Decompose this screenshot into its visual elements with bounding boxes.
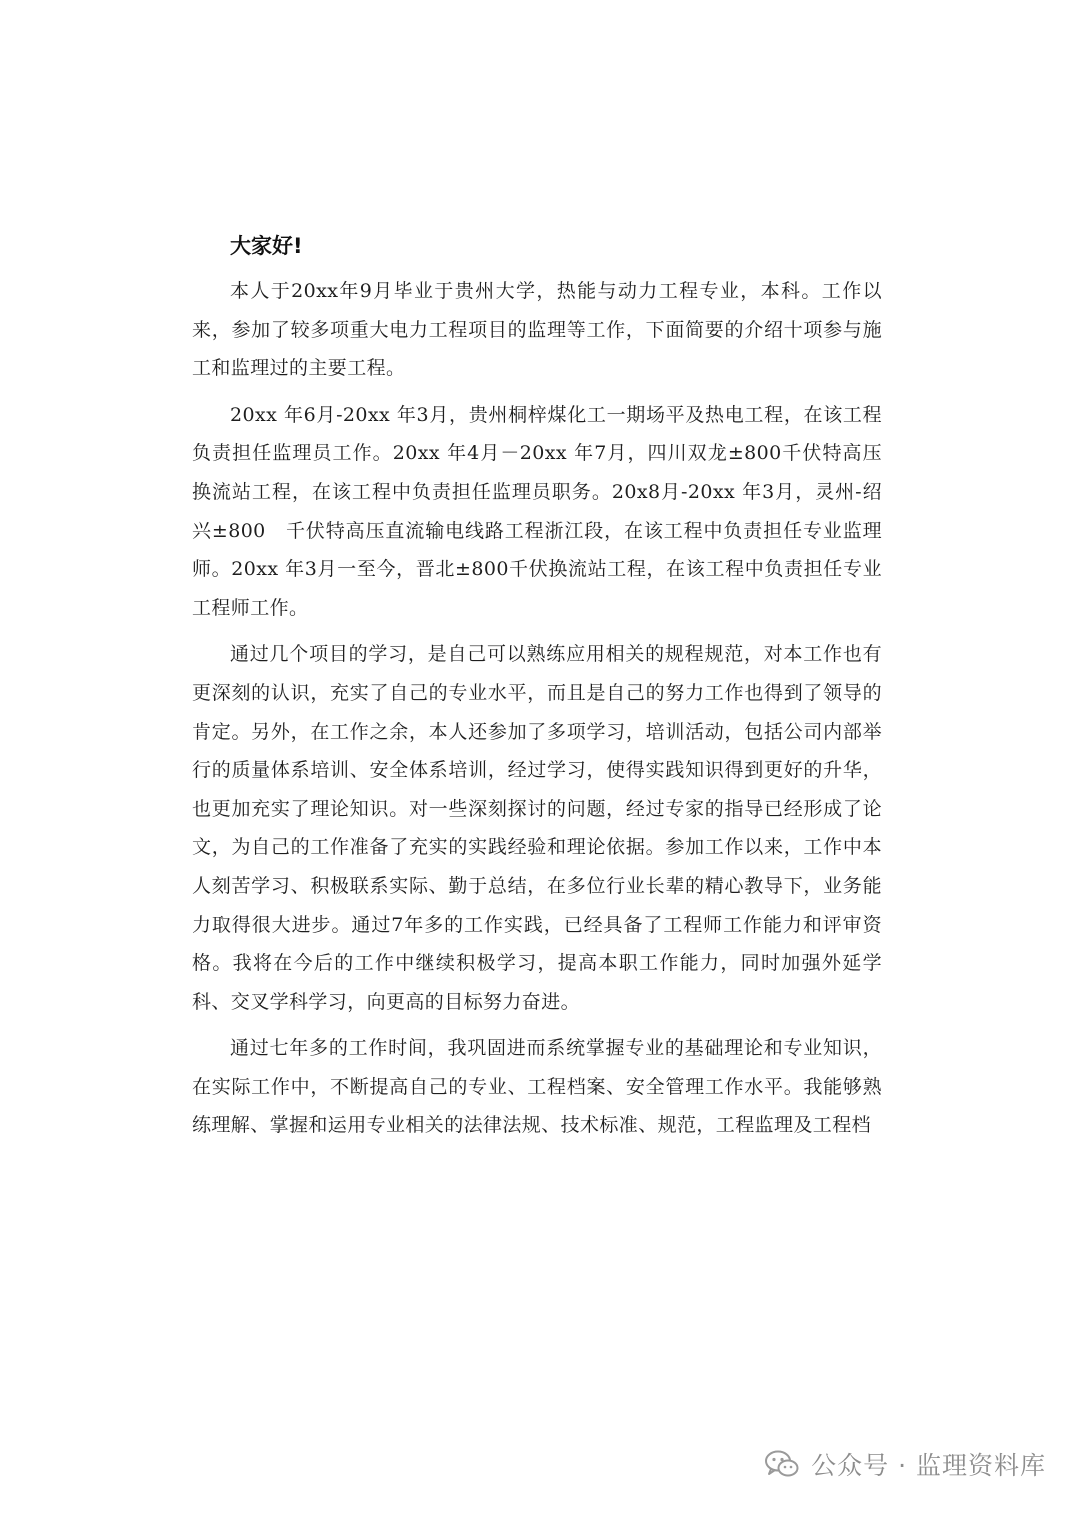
paragraph-experience: 通过七年多的工作时间，我巩固进而系统掌握专业的基础理论和专业知识，在实际工作中，不断提高自己的专业、工程档案、安全管理工作水平。我能够熟练理解、掌握和运用专业相关的法律法规、技术标准、规范，工程监理及工程档 xyxy=(192,1037,882,1137)
paragraph-projects: 20xx 年6月-20xx 年3月，贵州桐梓煤化工一期场平及热电工程，在该工程负责担任监理员工作。20xx 年4月－20xx 年7月，四川双龙±800千伏特高压换流站工程，在该工程中负责担任监理员职务。20x8月-20xx 年3月，灵州-绍兴±800 千伏特高压直流输电线路工程浙江段，在该工程中负责担任专业监理师。20xx 年3月一至今，晋北±800千伏换流站工程，在该工程中负责担任专业工程师工作。 xyxy=(192,403,882,619)
document-body xyxy=(192,228,882,1153)
watermark-text: 公众号 · 监理资料库 xyxy=(811,1451,1046,1480)
greeting: 大家好! xyxy=(230,234,303,258)
watermark xyxy=(765,1446,1046,1482)
paragraph-education: 本人于20xx年9月毕业于贵州大学，热能与动力工程专业，本科。工作以来，参加了较多项重大电力工程项目的监理等工作，下面简要的介绍十项参与施工和监理过的主要工程。 xyxy=(192,280,882,380)
wechat-icon xyxy=(765,1450,799,1478)
paragraph-learning: 通过几个项目的学习，是自己可以熟练应用相关的规程规范，对本工作也有更深刻的认识，充实了自己的专业水平，而且是自己的努力工作也得到了领导的肯定。另外，在工作之余，本人还参加了多项学习，培训活动，包括公司内部举行的质量体系培训、安全体系培训，经过学习，使得实践知识得到更好的升华，也更加充实了理论知识。对一些深刻探讨的问题，经过专家的指导已经形成了论文，为自己的工作准备了充实的实践经验和理论依据。参加工作以来，工作中本人刻苦学习、积极联系实际、勤于总结，在多位行业长辈的精心教导下，业务能力取得很大进步。通过7年多的工作实践，已经具备了工程师工作能力和评审资格。我将在今后的工作中继续积极学习，提高本职工作能力，同时加强外延学科、交叉学科学习，向更高的目标努力奋进。 xyxy=(192,643,882,1013)
